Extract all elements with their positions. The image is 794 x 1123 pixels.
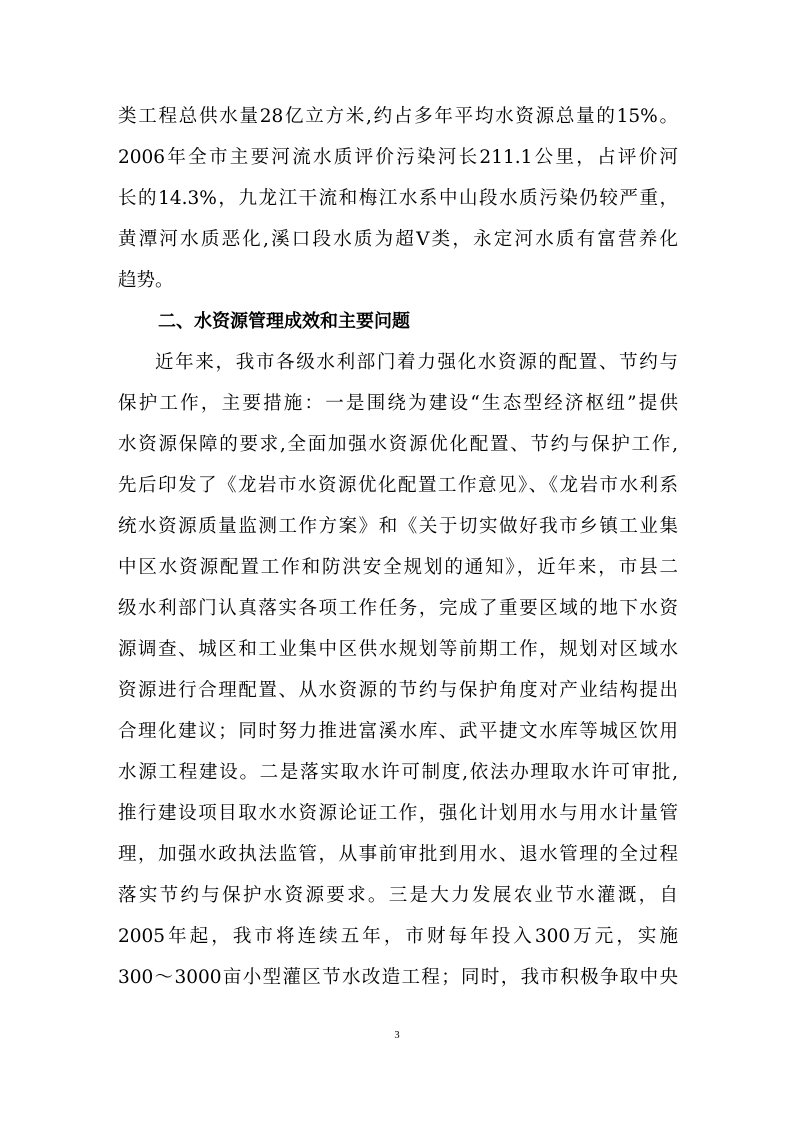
text-line: 合理化建议；同时努力推进富溪水库、武平捷文水库等城区饮用 [118, 721, 678, 742]
page-number: 3 [394, 1030, 400, 1041]
text-line: 统水资源质量监测工作方案》和《关于切实做好我市乡镇工业集 [118, 516, 678, 537]
text-line: 长的14.3%，九龙江干流和梅江水系中山段水质污染仍较严重， [118, 188, 678, 209]
text-line: 2005年起，我市将连续五年，市财每年投入300万元，实施 [118, 926, 678, 947]
text-line: 趋势。 [118, 270, 174, 291]
body-text [118, 96, 678, 998]
text-line: 先后印发了《龙岩市水资源优化配置工作意见》、《龙岩市水利系 [118, 475, 678, 496]
text-line: 水资源保障的要求,全面加强水资源优化配置、节约与保护工作, [118, 434, 678, 455]
text-line: 源调查、城区和工业集中区供水规划等前期工作，规划对区域水 [118, 639, 678, 660]
text-line: 资源进行合理配置、从水资源的节约与保护角度对产业结构提出 [118, 680, 678, 701]
text-line: 黄潭河水质恶化,溪口段水质为超Ⅴ类，永定河水质有富营养化 [118, 229, 678, 250]
text-line: 落实节约与保护水资源要求。三是大力发展农业节水灌溉，自 [118, 885, 678, 906]
text-line: 推行建设项目取水水资源论证工作，强化计划用水与用水计量管 [118, 803, 678, 824]
text-line: 类工程总供水量28亿立方米,约占多年平均水资源总量的15%。 [118, 106, 678, 127]
text-line: 300～3000亩小型灌区节水改造工程；同时，我市积极争取中央 [118, 967, 678, 988]
text-line: 近年来，我市各级水利部门着力强化水资源的配置、节约与 [155, 352, 678, 373]
text-line: 2006年全市主要河流水质评价污染河长211.1公里，占评价河 [118, 147, 678, 168]
section-heading: 二、水资源管理成效和主要问题 [158, 311, 410, 332]
text-line: 理，加强水政执法监管，从事前审批到用水、退水管理的全过程 [118, 844, 678, 865]
text-line: 级水利部门认真落实各项工作任务，完成了重要区域的地下水资 [118, 598, 678, 619]
text-line: 中区水资源配置工作和防洪安全规划的通知》，近年来，市县二 [118, 557, 678, 578]
text-line: 水源工程建设。二是落实取水许可制度,依法办理取水许可审批, [118, 762, 678, 783]
text-line: 保护工作，主要措施：一是围绕为建设“生态型经济枢纽”提供 [118, 393, 678, 414]
